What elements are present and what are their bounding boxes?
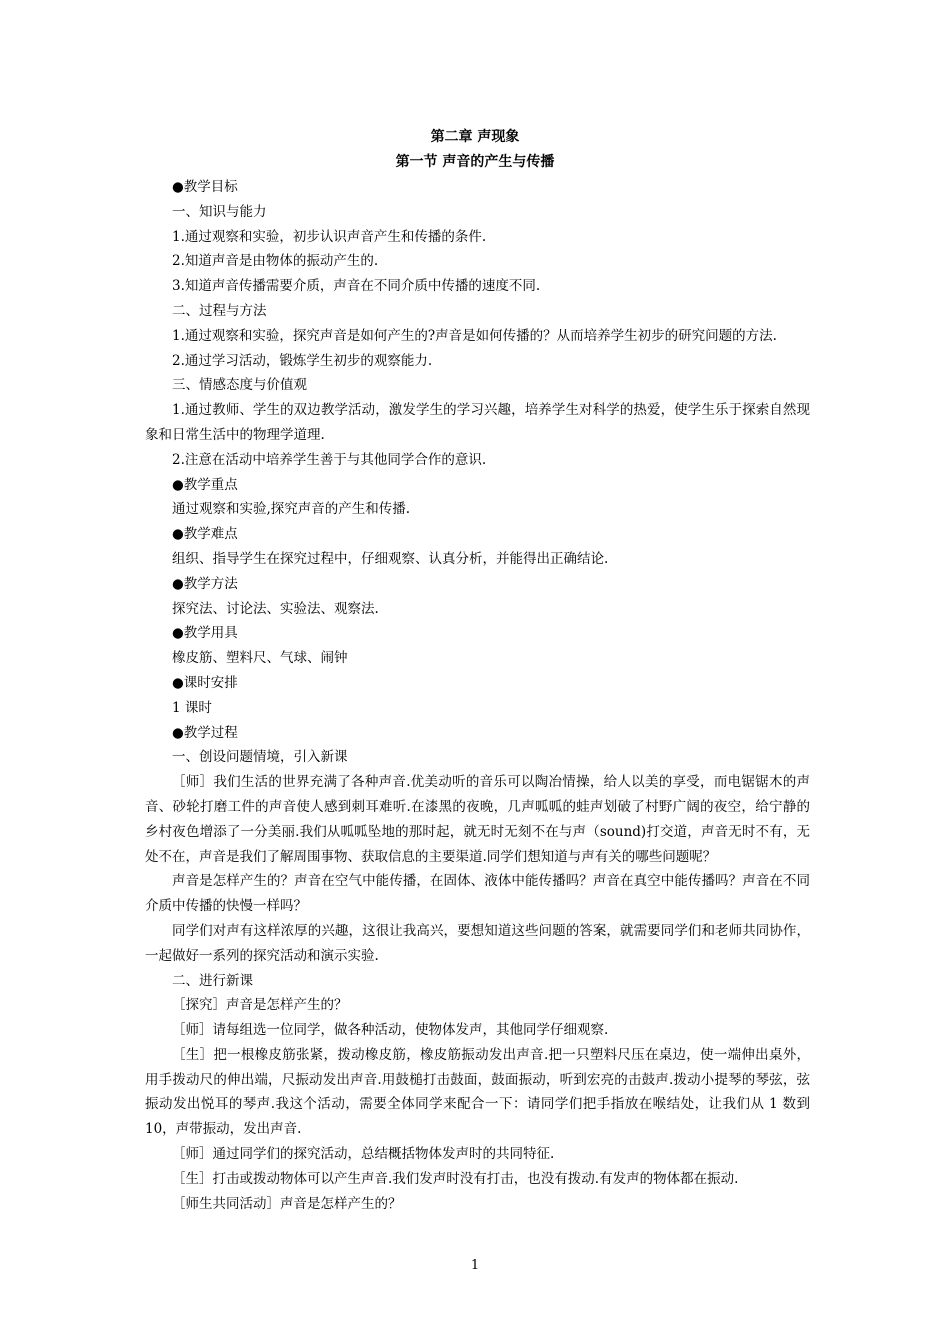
paragraph: ［生］打击或拨动物体可以产生声音.我们发声时没有打击，也没有拨动.有发声的物体都在振动.	[172, 1170, 739, 1187]
paragraph: ●教学过程	[172, 724, 238, 741]
paragraph: 同学们对声有这样浓厚的兴趣，这很让我高兴，要想知道这些问题的答案，就需要同学们和老师共同协作，一起做好一系列的探究活动和演示实验.	[145, 922, 810, 964]
paragraph: 1 课时	[172, 699, 212, 716]
document-body	[145, 175, 810, 1216]
paragraph: ［师］请每组选一位同学，做各种活动，使物体发声，其他同学仔细观察.	[172, 1022, 609, 1039]
page-number: 1	[470, 1258, 480, 1273]
paragraph: 3.知道声音传播需要介质，声音在不同介质中传播的速度不同.	[172, 278, 541, 295]
paragraph: 1.通过观察和实验，初步认识声音产生和传播的条件.	[172, 228, 487, 245]
paragraph: 1.通过观察和实验，探究声音是如何产生的?声音是如何传播的？从而培养学生初步的研究问题的方法.	[172, 327, 777, 344]
paragraph: 2.通过学习活动，锻炼学生初步的观察能力.	[172, 352, 433, 369]
paragraph: ［师］通过同学们的探究活动，总结概括物体发声时的共同特征.	[172, 1146, 555, 1163]
paragraph: ［师］我们生活的世界充满了各种声音.优美动听的音乐可以陶冶情操，给人以美的享受，而电锯锯木的声音、砂轮打磨工件的声音使人感到刺耳难听.在漆黑的夜晚，几声呱呱的蛙声划破了村野广阔的夜空，给宁静的乡村夜色增添了一分美丽.我们从呱呱坠地的那时起，就无时无刻不在与声（sound)打交道，声音无时不有，无处不在，声音是我们了解周围事物、获取信息的主要渠道.同学们想知道与声有关的哪些问题呢？	[145, 774, 810, 865]
paragraph: 一、知识与能力	[172, 203, 267, 220]
paragraph: 探究法、讨论法、实验法、观察法.	[172, 600, 379, 617]
paragraph: ●教学重点	[172, 476, 238, 493]
paragraph: 组织、指导学生在探究过程中，仔细观察、认真分析，并能得出正确结论.	[172, 550, 609, 567]
paragraph: ●课时安排	[172, 674, 238, 691]
paragraph: 声音是怎样产生的？声音在空气中能传播，在固体、液体中能传播吗？声音在真空中能传播吗？声音在不同介质中传播的快慢一样吗？	[145, 873, 810, 915]
paragraph: 通过观察和实验,探究声音的产生和传播.	[172, 501, 411, 518]
chapter-title: 第二章 声现象	[430, 129, 520, 145]
paragraph: 二、过程与方法	[172, 302, 267, 319]
section-title: 第一节 声音的产生与传播	[395, 154, 555, 170]
paragraph: 二、进行新课	[172, 972, 253, 989]
paragraph: ［生］把一根橡皮筋张紧，拨动橡皮筋，橡皮筋振动发出声音.把一只塑料尺压在桌边，使一端伸出桌外，用手拨动尺的伸出端，尺振动发出声音.用鼓槌打击鼓面，鼓面振动，听到宏亮的击鼓声.拨动小提琴的琴弦，弦振动发出悦耳的琴声.我这个活动，需要全体同学来配合一下：请同学们把手指放在喉结处，让我们从 1 数到 10，声带振动，发出声音.	[145, 1046, 810, 1138]
paragraph: ［师生共同活动］声音是怎样产生的？	[172, 1195, 402, 1212]
paragraph: 橡皮筋、塑料尺、气球、闹钟	[172, 650, 348, 667]
paragraph: ●教学方法	[172, 575, 238, 592]
paragraph: 2.知道声音是由物体的振动产生的.	[172, 253, 379, 270]
paragraph: ［探究］声音是怎样产生的？	[172, 997, 348, 1014]
paragraph: 一、创设问题情境，引入新课	[172, 749, 348, 766]
paragraph: ●教学目标	[172, 179, 238, 195]
paragraph: 三、情感态度与价值观	[172, 377, 307, 394]
paragraph: 2.注意在活动中培养学生善于与其他同学合作的意识.	[172, 451, 487, 468]
paragraph: ●教学用具	[172, 625, 238, 642]
paragraph: ●教学难点	[172, 526, 238, 543]
paragraph: 1.通过教师、学生的双边教学活动，激发学生的学习兴趣，培养学生对科学的热爱，使学生乐于探索自然现象和日常生活中的物理学道理.	[145, 402, 810, 443]
